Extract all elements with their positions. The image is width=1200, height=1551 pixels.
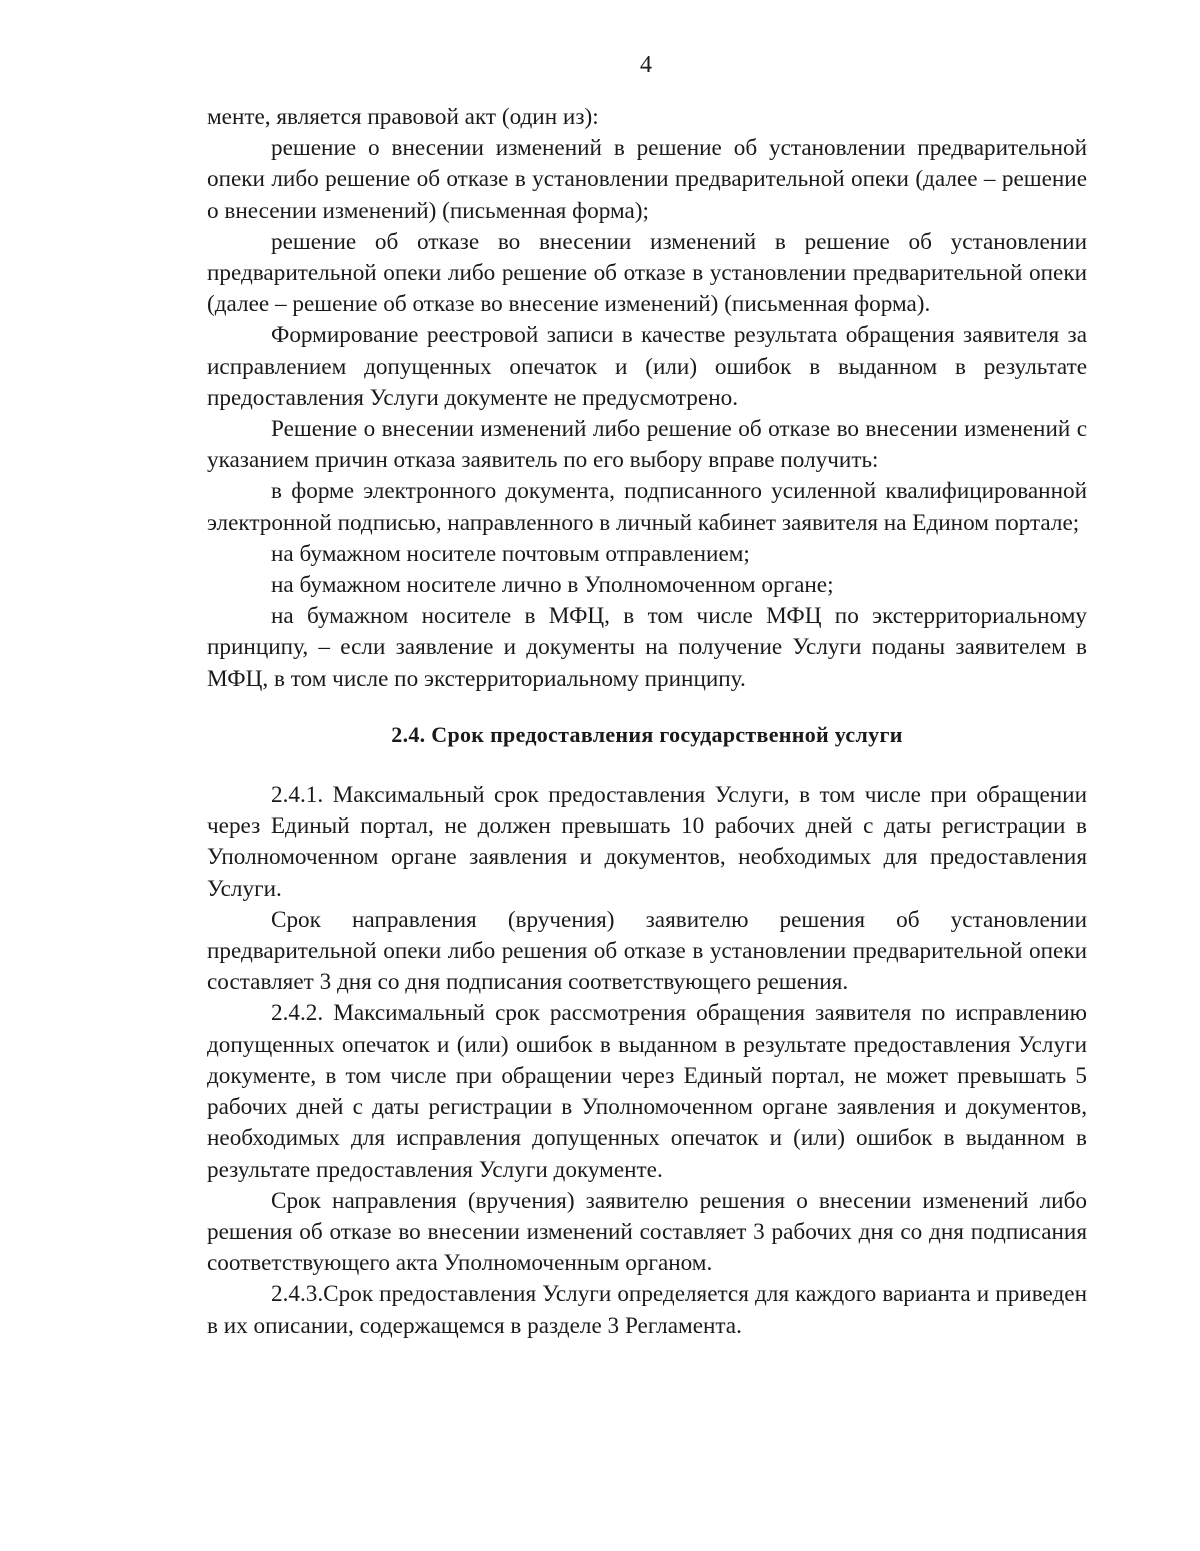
paragraph-8: на бумажном носителе лично в Уполномоченном органе; (271, 572, 834, 599)
page-number: 4 (640, 52, 652, 78)
paragraph-10: 2.4.1. Максимальный срок предоставления Услуги, в том числе при обращении через Единый портал, не должен превышать 10 рабочих дней с даты регистрации в Уполномоченном органе заявления и документов, необходимых для предоставления Услуги. (207, 782, 1087, 902)
paragraph-1: менте, является правовой акт (один из): (207, 104, 599, 130)
paragraph-6: в форме электронного документа, подписанного усиленной квалифицированной электронной подписью, направленного в личный кабинет заявителя на Едином портале; (207, 478, 1087, 536)
paragraph-4: Формирование реестровой записи в качестве результата обращения заявителя за исправлением допущенных опечаток и (или) ошибок в выданном в результате предоставления Услуги документе не предусмотрено. (207, 322, 1087, 411)
paragraph-14: 2.4.3.Срок предоставления Услуги определяется для каждого варианта и приведен в их описании, содержащемся в разделе 3 Регламента. (207, 1281, 1087, 1339)
paragraph-3: решение об отказе во внесении изменений в решение об установлении предварительной опеки либо решение об отказе в установлении предварительной опеки (далее – решение об отказе во внесение изменений) (письменная форма). (207, 228, 1087, 318)
document-body (207, 102, 1087, 1342)
paragraph-13: Срок направления (вручения) заявителю решения о внесении изменений либо решения об отказе во внесении изменений составляет 3 рабочих дня со дня подписания соответствующего акта Уполномоченным органом. (207, 1187, 1087, 1277)
paragraph-11: Срок направления (вручения) заявителю решения об установлении предварительной опеки либо решения об отказе в установлении предварительной опеки составляет 3 дня со дня подписания соответствующего решения. (207, 906, 1087, 996)
paragraph-9: на бумажном носителе в МФЦ, в том числе МФЦ по экстерриториальному принципу, – если заявление и документы на получение Услуги поданы заявителем в МФЦ, в том числе по экстерриториальному принципу. (207, 603, 1087, 692)
section-heading: 2.4. Срок предоставления государственной услуги (391, 721, 903, 747)
paragraph-7: на бумажном носителе почтовым отправлением; (271, 540, 750, 567)
paragraph-2: решение о внесении изменений в решение об установлении предварительной опеки либо решение об отказе в установлении предварительной опеки (далее – решение о внесении изменений) (письменная форма); (207, 135, 1087, 224)
paragraph-5: Решение о внесении изменений либо решение об отказе во внесении изменений с указанием причин отказа заявитель по его выбору вправе получить: (207, 416, 1087, 474)
paragraph-12: 2.4.2. Максимальный срок рассмотрения обращения заявителя по исправлению допущенных опечаток и (или) ошибок в выданном в результате предоставления Услуги документе, в том числе при обращении через Единый портал, не может превышать 5 рабочих дней с даты регистрации в Уполномоченном органе заявления и документов, необходимых для исправления допущенных опечаток и (или) ошибок в выданном в результате предоставления Услуги документе. (207, 1000, 1087, 1183)
